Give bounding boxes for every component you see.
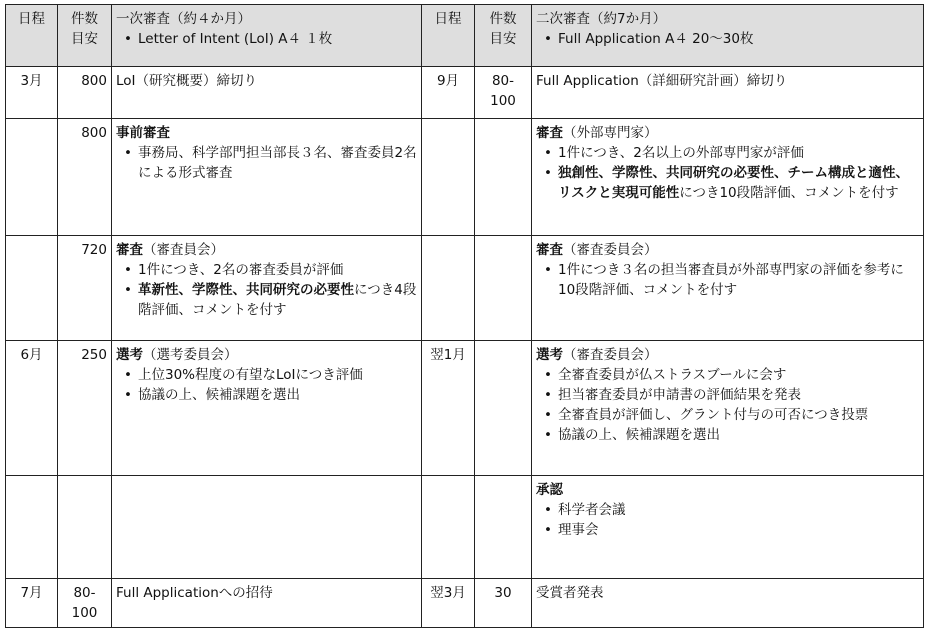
date2-cell	[422, 476, 475, 579]
bullet-item	[536, 260, 919, 300]
count-cell: 800	[58, 67, 112, 119]
bullet-item	[116, 143, 417, 183]
entry-title-text: 承認	[536, 482, 563, 498]
bullet-text: 全審査員が評価し、グラント付与の可否につき投票	[558, 407, 869, 423]
phase1-title: 一次審査（約４か月）	[116, 11, 251, 27]
bullet-item	[536, 163, 919, 203]
bullet-list	[536, 260, 919, 300]
bullet-list	[116, 260, 417, 320]
bullet-list	[536, 143, 919, 203]
phase2-cell	[532, 341, 924, 476]
phase2-cell	[532, 579, 924, 628]
phase1-cell	[112, 341, 422, 476]
entry-title-note: （審査員会）	[143, 242, 224, 258]
bullet-text: 担当審査委員が申請書の評価結果を発表	[558, 387, 801, 403]
count-cell: 800	[58, 119, 112, 236]
count2-cell	[475, 236, 532, 341]
bullet-item	[116, 280, 417, 320]
table-row	[6, 119, 924, 236]
bullet-text: 協議の上、候補課題を選出	[138, 387, 300, 403]
date-cell: 6月	[6, 341, 58, 476]
entry-title	[536, 240, 919, 260]
header-phase2	[532, 5, 924, 67]
count2-cell: 30	[475, 579, 532, 628]
bullet-item	[536, 500, 919, 520]
date2-cell: 翌1月	[422, 341, 475, 476]
entry-title-text: 選考	[536, 347, 563, 363]
entry-title	[536, 480, 919, 500]
header-date: 日程	[6, 5, 58, 67]
table-row	[6, 341, 924, 476]
date2-cell: 9月	[422, 67, 475, 119]
phase2-cell	[532, 476, 924, 579]
count-cell: 250	[58, 341, 112, 476]
phase1-cell	[112, 236, 422, 341]
bullet-item	[536, 143, 919, 163]
entry-title	[116, 71, 417, 91]
table-row	[6, 236, 924, 341]
entry-title-text: 受賞者発表	[536, 585, 604, 601]
entry-title-note: （審査委員会）	[563, 242, 658, 258]
header-row	[6, 5, 924, 67]
entry-title-text: Full Application（詳細研究計画）締切り	[536, 73, 788, 89]
bullet-list	[536, 500, 919, 540]
count-cell	[58, 476, 112, 579]
bullet-item	[536, 425, 919, 445]
entry-title	[116, 583, 417, 603]
count2-cell	[475, 476, 532, 579]
entry-title	[116, 123, 417, 143]
header-count: 件数 目安	[58, 5, 112, 67]
entry-title-text: 選考	[116, 347, 143, 363]
count-cell: 80- 100	[58, 579, 112, 628]
entry-title	[536, 71, 919, 91]
bullet-item	[116, 260, 417, 280]
header-phase1	[112, 5, 422, 67]
header-date2: 日程	[422, 5, 475, 67]
phase1-cell	[112, 579, 422, 628]
bullet-text: 1件につき３名の担当審査員が外部専門家の評価を参考に10段階評価、コメントを付す	[558, 262, 904, 298]
phase2-cell	[532, 236, 924, 341]
date-cell	[6, 476, 58, 579]
header-count2: 件数 目安	[475, 5, 532, 67]
bullet-item	[536, 405, 919, 425]
count-cell: 720	[58, 236, 112, 341]
entry-title	[536, 123, 919, 143]
bullet-text: 協議の上、候補課題を選出	[558, 427, 720, 443]
date2-cell: 翌3月	[422, 579, 475, 628]
entry-title-note: （選考委員会）	[143, 347, 238, 363]
bullet-text: 革新性、学際性、共同研究の必要性	[138, 282, 354, 298]
bullet-list	[116, 143, 417, 183]
bullet-list	[536, 365, 919, 445]
date-cell: 3月	[6, 67, 58, 119]
count2-cell	[475, 341, 532, 476]
bullet-item	[536, 365, 919, 385]
bullet-text: 全審査委員が仏ストラスブールに会す	[558, 367, 787, 383]
bullet-item	[536, 385, 919, 405]
bullet-text: 科学者会議	[558, 502, 626, 518]
entry-title-note: （審査委員会）	[563, 347, 658, 363]
review-schedule-table	[5, 4, 924, 628]
phase2-title: 二次審査（約7か月）	[536, 11, 667, 27]
date2-cell	[422, 236, 475, 341]
phase1-cell	[112, 119, 422, 236]
bullet-text: 理事会	[558, 522, 599, 538]
table-row	[6, 476, 924, 579]
table-row	[6, 67, 924, 119]
count2-cell	[475, 119, 532, 236]
phase2-format: • Full Application A４ 20～30枚	[536, 29, 919, 49]
phase2-cell	[532, 119, 924, 236]
bullet-text: 1件につき、2名の審査委員が評価	[138, 262, 344, 278]
bullet-text: 1件につき、2名以上の外部専門家が評価	[558, 145, 804, 161]
entry-title-text: LoI（研究概要）締切り	[116, 73, 258, 89]
bullet-text: につき10段階評価、コメントを付す	[679, 185, 899, 201]
date-cell	[6, 119, 58, 236]
bullet-text: 事務局、科学部門担当部長３名、審査委員2名による形式審査	[138, 145, 417, 181]
phase1-cell	[112, 476, 422, 579]
bullet-item	[116, 385, 417, 405]
entry-title-text: 審査	[536, 125, 563, 141]
entry-title	[536, 345, 919, 365]
entry-title-text: 審査	[116, 242, 143, 258]
bullet-item	[116, 365, 417, 385]
bullet-text: につき4段階評価、コメントを付す	[138, 282, 417, 318]
bullet-item	[536, 520, 919, 540]
entry-title	[116, 345, 417, 365]
entry-title-text: 審査	[536, 242, 563, 258]
phase1-cell	[112, 67, 422, 119]
entry-title-text: 事前審査	[116, 125, 170, 141]
count2-cell: 80- 100	[475, 67, 532, 119]
phase1-format: • Letter of Intent (LoI) A４ １枚	[116, 29, 417, 49]
entry-title-note: （外部専門家）	[563, 125, 658, 141]
date-cell: 7月	[6, 579, 58, 628]
date-cell	[6, 236, 58, 341]
entry-title-text: Full Applicationへの招待	[116, 585, 273, 601]
entry-title	[116, 240, 417, 260]
bullet-list	[116, 365, 417, 405]
date2-cell	[422, 119, 475, 236]
bullet-text: 独創性、学際性、共同研究の必要性、チーム構成と適性、リスクと実現可能性	[558, 165, 909, 201]
table-row	[6, 579, 924, 628]
bullet-text: 上位30%程度の有望なLoIにつき評価	[138, 367, 363, 383]
phase2-cell	[532, 67, 924, 119]
entry-title	[536, 583, 919, 603]
